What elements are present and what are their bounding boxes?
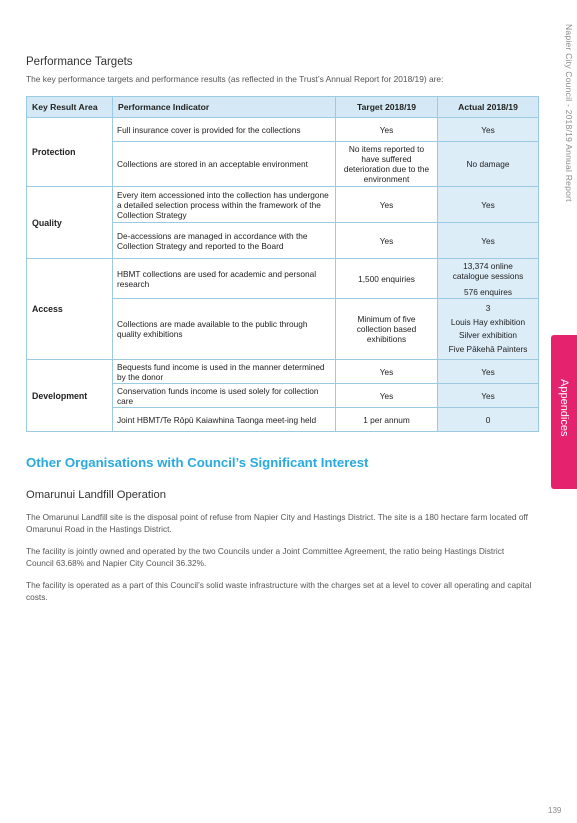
area-access: Access <box>27 259 113 360</box>
omarunui-paragraph-2: The facility is jointly owned and operated by the two Councils under a Joint Committee Agreement, the ratio being Hastings District Council 63.68% and Napier City Council 36.32%. <box>26 546 505 568</box>
omarunui-paragraph-3: The facility is operated as a part of this Council’s solid waste infrastructure with the charges set at a level to cover all operating and capital costs. <box>26 580 532 602</box>
actual-line: 3 <box>485 303 491 313</box>
appendices-tab-label: Appendices <box>558 379 570 437</box>
omarunui-paragraph-1: The Omarunui Landfill site is the disposal point of refuse from Napier City and Hastings District. The site is a 180 hectare farm located off Omarunui Road in the Hastings District. <box>26 512 528 534</box>
performance-intro: The key performance targets and performance results (as reflected in the Trust’s Annual Report for 2018/19) are: <box>26 74 444 84</box>
table-row <box>27 118 539 142</box>
actual-line: 13,374 online catalogue sessions <box>452 260 524 281</box>
target-cell: 1,500 enquiries <box>336 259 438 299</box>
col-header-target: Target 2018/19 <box>336 97 438 118</box>
col-header-performance-indicator: Performance Indicator <box>113 97 336 118</box>
indicator-cell: Bequests fund income is used in the manner determined by the donor <box>113 360 336 384</box>
actual-cell <box>438 299 539 360</box>
indicator-cell: Conservation funds income is used solely for collection care <box>113 384 336 408</box>
indicator-cell: Collections are stored in an acceptable environment <box>113 142 336 187</box>
target-cell: Yes <box>336 118 438 142</box>
area-protection: Protection <box>27 118 113 187</box>
page-number: 139 <box>548 806 562 815</box>
actual-cell: Yes <box>438 223 539 259</box>
indicator-cell: Full insurance cover is provided for the collections <box>113 118 336 142</box>
area-quality: Quality <box>27 187 113 259</box>
actual-line: Five Pākehā Painters <box>448 343 528 354</box>
table-header-row <box>27 97 539 118</box>
target-cell: Minimum of five collection based exhibitions <box>336 299 438 360</box>
table-row <box>27 187 539 223</box>
indicator-cell: Every item accessioned into the collection has undergone a detailed selection process within the framework of the Collection Strategy <box>113 187 336 223</box>
actual-cell: No damage <box>438 142 539 187</box>
actual-cell <box>438 259 539 299</box>
actual-cell: Yes <box>438 360 539 384</box>
col-header-actual: Actual 2018/19 <box>438 97 539 118</box>
target-cell: No items reported to have suffered deterioration due to the environment <box>336 142 438 187</box>
actual-cell: 0 <box>438 408 539 432</box>
target-cell: 1 per annum <box>336 408 438 432</box>
actual-line: Louis Hay exhibition <box>450 316 526 327</box>
table-row <box>27 259 539 299</box>
target-cell: Yes <box>336 384 438 408</box>
running-header: Napier City Council - 2018/19 Annual Report <box>564 24 574 202</box>
indicator-cell: Joint HBMT/Te Rōpū Kaiawhina Taonga meet-ing held <box>113 408 336 432</box>
actual-line: Silver exhibition <box>458 330 518 340</box>
performance-targets-heading: Performance Targets <box>26 56 133 68</box>
actual-cell: Yes <box>438 384 539 408</box>
target-cell: Yes <box>336 360 438 384</box>
actual-line: 576 enquires <box>464 286 512 297</box>
table-row <box>27 360 539 384</box>
indicator-cell: De-accessions are managed in accordance with the Collection Strategy and reported to the Board <box>113 223 336 259</box>
area-development: Development <box>27 360 113 432</box>
indicator-cell: Collections are made available to the public through quality exhibitions <box>113 299 336 360</box>
indicator-cell: HBMT collections are used for academic and personal research <box>113 259 336 299</box>
target-cell: Yes <box>336 187 438 223</box>
appendices-tab[interactable] <box>551 335 577 489</box>
other-organisations-heading: Other Organisations with Council’s Significant Interest <box>26 455 369 470</box>
target-cell: Yes <box>336 223 438 259</box>
actual-cell: Yes <box>438 118 539 142</box>
performance-table <box>26 96 539 432</box>
col-header-key-result-area: Key Result Area <box>27 97 113 118</box>
actual-cell: Yes <box>438 187 539 223</box>
omarunui-heading: Omarunui Landfill Operation <box>26 489 166 501</box>
